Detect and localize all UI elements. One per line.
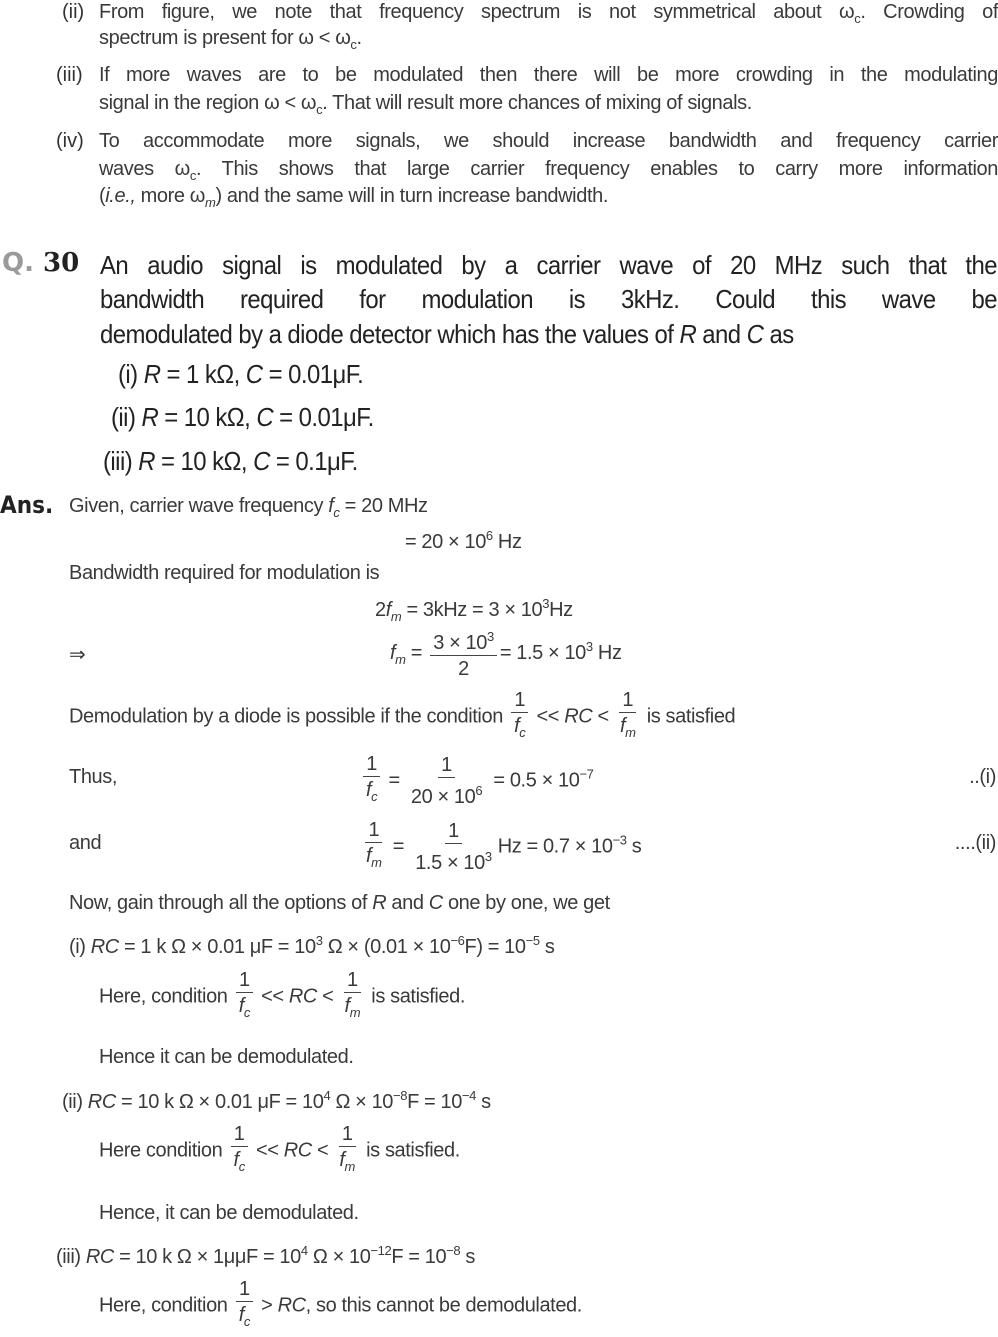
answer-eq: $2f_m = 3kHz = 3 \times 10^3Hz$ [375, 596, 573, 624]
case-condition: Here, condition $\frac{1}{f_c}$ > RC, so this cannot be demodulated. [99, 1278, 582, 1329]
answer-eq: = $20 \times 10^6$ Hz [405, 528, 522, 553]
implies-symbol: ⇒ [69, 644, 86, 666]
point-text: To accommodate more signals, we should increase bandwidth and frequency carrier [99, 130, 998, 152]
case-equation: (ii) RC = 10 k Ω × 0.01 $\mu F = 10^4$ $\Omega \times 10^{-8}F = 10^{-4}$ s [62, 1088, 491, 1113]
answer-eq: $f_m$ = $\frac{3 \times 10^3}{2}$ = $1.5 \times 10^3$ Hz [390, 625, 622, 682]
point-text: From figure, we note that frequency spectrum is not symmetrical about $\omega_c$. Crowding of [99, 1, 998, 26]
case-equation: (i) RC = 1 k Ω × 0.01 $\mu F = 10^3$ $\Omega \times (0.01 \times 10^{-6}F) = 10^{-5}$ s [69, 933, 555, 958]
answer-eq: $\frac{1}{f_c}$ = $\frac{1}{20 \times 10^6}$ = $0.5 \times 10^{-7}$ [360, 752, 594, 810]
point-text: spectrum is present for $\omega < \omega_c$. [99, 27, 362, 52]
point-number: (iii) [56, 64, 83, 86]
answer-text: Thus, [69, 766, 118, 788]
answer-label: Ans. [0, 491, 54, 519]
case-condition: Here, condition $\frac{1}{f_c}$ << RC < $\frac{1}{f_m}$ is satisfied. [99, 969, 466, 1020]
point-text: waves $\omega_c$. This shows that large carrier frequency enables to carry more information [99, 158, 998, 183]
point-text: signal in the region $\omega < \omega_c$. That will result more chances of mixing of signals. [99, 92, 752, 117]
case-result: Hence, it can be demodulated. [99, 1202, 359, 1224]
point-number: (iv) [56, 130, 84, 152]
question-text: bandwidth required for modulation is 3kHz. Could this wave be [100, 284, 997, 314]
question-text: An audio signal is modulated by a carrier wave of 20 MHz such that the [100, 250, 997, 280]
case-equation: (iii) RC = 10 k $\Omega \times 1\mu\mu F = 10^4$ $\Omega \times 10^{-12}F = 10^{-8}$ s [56, 1243, 475, 1268]
question-option: (iii) R = 10 kΩ, C = 0.1μF. [103, 446, 358, 476]
question-text: demodulated by a diode detector which has the values of R and C as [100, 319, 794, 349]
point-text: (i.e., more $\omega_m$) and the same will in turn increase bandwidth. [99, 185, 608, 210]
point-number: (ii) [62, 1, 85, 23]
answer-text: Given, carrier wave frequency $f_c = 20$ MHz [69, 495, 428, 520]
question-label: Q. 30 [2, 248, 80, 278]
case-result: Hence it can be demodulated. [99, 1046, 354, 1068]
answer-text: and [69, 832, 102, 854]
question-option: (ii) R = 10 kΩ, C = 0.01μF. [111, 402, 374, 432]
equation-tag: ....(ii) [954, 832, 996, 854]
point-text: If more waves are to be modulated then there will be more crowding in the modulating [99, 64, 998, 86]
answer-text: Now, gain through all the options of R and C one by one, we get [69, 892, 610, 914]
answer-text: Demodulation by a diode is possible if the condition $\frac{1}{f_c}$ << RC < $\frac{1}{f_m}$ is satisfied [69, 689, 736, 740]
question-option: (i) R = 1 kΩ, C = 0.01μF. [118, 359, 364, 389]
answer-eq: $\frac{1}{f_m}$ = $\frac{1}{1.5 \times 10^3}$ $Hz = 0.7 \times 10^{-3}$ s [366, 819, 642, 874]
case-condition: Here condition $\frac{1}{f_c}$ << RC < $\frac{1}{f_m}$ is satisfied. [99, 1123, 460, 1174]
equation-tag: ..(i) [969, 766, 996, 788]
answer-text: Bandwidth required for modulation is [69, 562, 380, 584]
